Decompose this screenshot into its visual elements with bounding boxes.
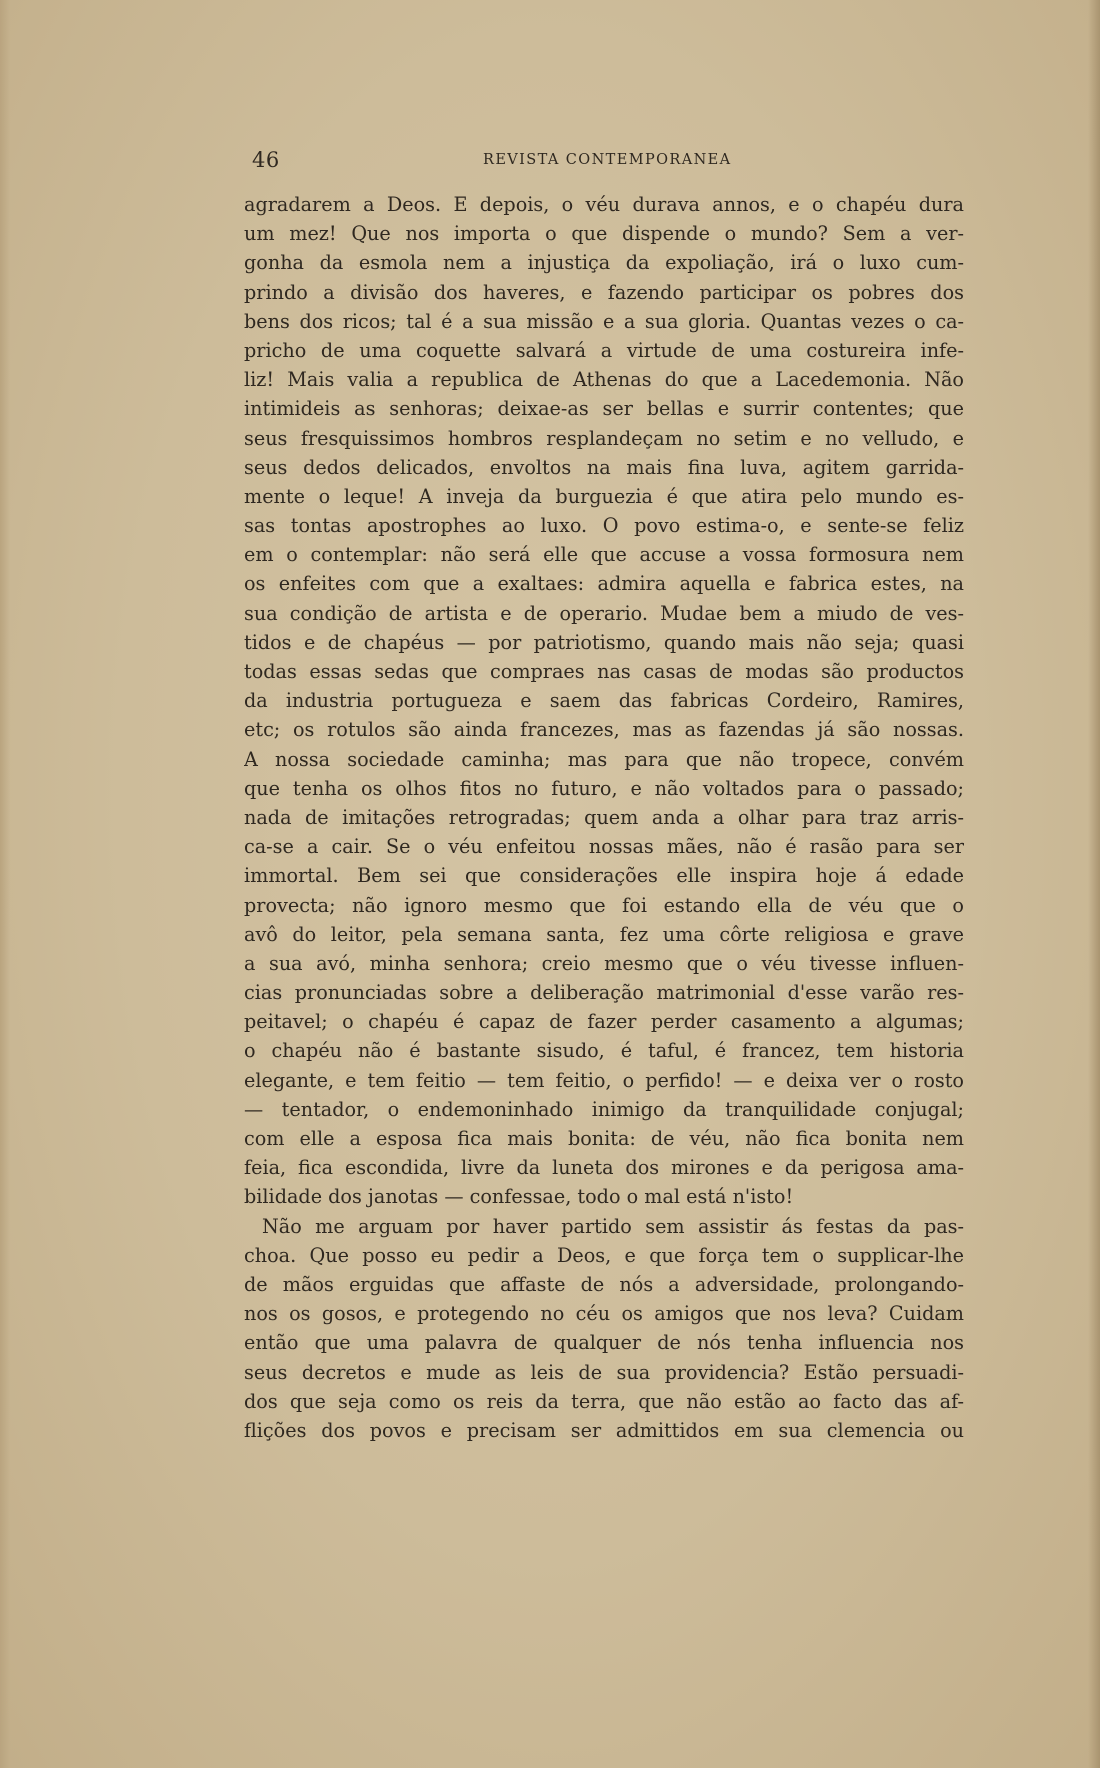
text-line: cias pronunciadas sobre a deliberação matrimonial d'esse varão res- [244, 981, 964, 1005]
running-head: REVISTA CONTEMPORANEA [483, 152, 732, 168]
text-line: da industria portugueza e saem das fabricas Cordeiro, Ramires, [244, 689, 964, 713]
text-line: liz! Mais valia a republica de Athenas do que a Lacedemonia. Não [244, 368, 964, 392]
text-line: nada de imitações retrogradas; quem anda a olhar para traz arris- [244, 805, 964, 829]
page-right-shadow [1088, 0, 1100, 1768]
text-line: gonha da esmola nem a injustiça da expoliação, irá o luxo cum- [244, 251, 964, 275]
text-line: dos que seja como os reis da terra, que não estão ao facto das af- [244, 1389, 964, 1413]
text-line: peitavel; o chapéu é capaz de fazer perder casamento a algumas; [244, 1010, 964, 1034]
text-line: ca-se a cair. Se o véu enfeitou nossas mães, não é rasão para ser [244, 835, 964, 859]
text-line: avô do leitor, pela semana santa, fez uma côrte religiosa e grave [244, 922, 964, 946]
text-line: pricho de uma coquette salvará a virtude de uma costureira infe- [244, 338, 964, 362]
text-line: seus decretos e mude as leis de sua providencia? Estão persuadi- [244, 1360, 964, 1384]
text-line: seus dedos delicados, envoltos na mais fina luva, agitem garrida- [244, 455, 964, 479]
text-line: o chapéu não é bastante sisudo, é taful, é francez, tem historia [244, 1039, 964, 1063]
text-line: os enfeites com que a exaltaes: admira aquella e fabrica estes, na [244, 572, 964, 596]
text-line: choa. Que posso eu pedir a Deos, e que força tem o supplicar-lhe [244, 1243, 964, 1267]
text-line: etc; os rotulos são ainda francezes, mas as fazendas já são nossas. [244, 718, 964, 742]
text-line: agradarem a Deos. E depois, o véu durava annos, e o chapéu dura [244, 193, 964, 216]
text-line: seus fresquissimos hombros resplandeçam no setim e no velludo, e [244, 426, 964, 450]
text-line: que tenha os olhos fitos no futuro, e não voltados para o passado; [244, 776, 964, 800]
text-line: com elle a esposa fica mais bonita: de véu, não fica bonita nem [244, 1127, 964, 1150]
text-line: todas essas sedas que compraes nas casas de modas são productos [244, 660, 964, 683]
page-left-shadow [0, 0, 10, 1768]
text-line: sas tontas apostrophes ao luxo. O povo estima-o, e sente-se feliz [244, 514, 964, 538]
text-line: feia, fica escondida, livre da luneta dos mirones e da perigosa ama- [244, 1156, 964, 1180]
text-line: flições dos povos e precisam ser admittidos em sua clemencia ou [244, 1418, 964, 1442]
text-line: bens dos ricos; tal é a sua missão e a sua gloria. Quantas vezes o ca- [244, 309, 964, 333]
text-line-paragraph-start: Não me arguam por haver partido sem assistir ás festas da pas- [262, 1214, 964, 1238]
text-line: tidos e de chapéus — por patriotismo, quando mais não seja; quasi [244, 630, 964, 654]
text-line: — tentador, o endemoninhado inimigo da tranquilidade conjugal; [244, 1097, 964, 1121]
page-number: 46 [252, 148, 280, 172]
text-line: um mez! Que nos importa o que dispende o mundo? Sem a ver- [244, 222, 964, 246]
text-line: sua condição de artista e de operario. Mudae bem a miudo de ves- [244, 601, 964, 625]
text-line: de mãos erguidas que affaste de nós a adversidade, prolongando- [244, 1272, 964, 1296]
text-line: immortal. Bem sei que considerações elle inspira hoje á edade [244, 864, 964, 888]
text-line: em o contemplar: não será elle que accuse a vossa formosura nem [244, 543, 964, 567]
text-line: A nossa sociedade caminha; mas para que não tropece, convém [244, 747, 964, 771]
text-line-paragraph-end: bilidade dos janotas — confessae, todo o mal está n'isto! [244, 1185, 794, 1209]
text-line: mente o leque! A inveja da burguezia é que atira pelo mundo es- [244, 484, 964, 508]
text-line: prindo a divisão dos haveres, e fazendo participar os pobres dos [244, 280, 964, 304]
text-line: elegante, e tem feitio — tem feitio, o perfido! — e deixa ver o rosto [244, 1068, 964, 1092]
text-line: a sua avó, minha senhora; creio mesmo que o véu tivesse influen- [244, 951, 964, 975]
body-text [244, 190, 964, 1445]
text-line: então que uma palavra de qualquer de nós tenha influencia nos [244, 1331, 964, 1355]
text-line: nos os gosos, e protegendo no céu os amigos que nos leva? Cuidam [244, 1302, 964, 1326]
page-header [248, 148, 960, 172]
text-line: intimideis as senhoras; deixae-as ser bellas e surrir contentes; que [244, 397, 964, 421]
text-line: provecta; não ignoro mesmo que foi estando ella de véu que o [244, 893, 964, 917]
